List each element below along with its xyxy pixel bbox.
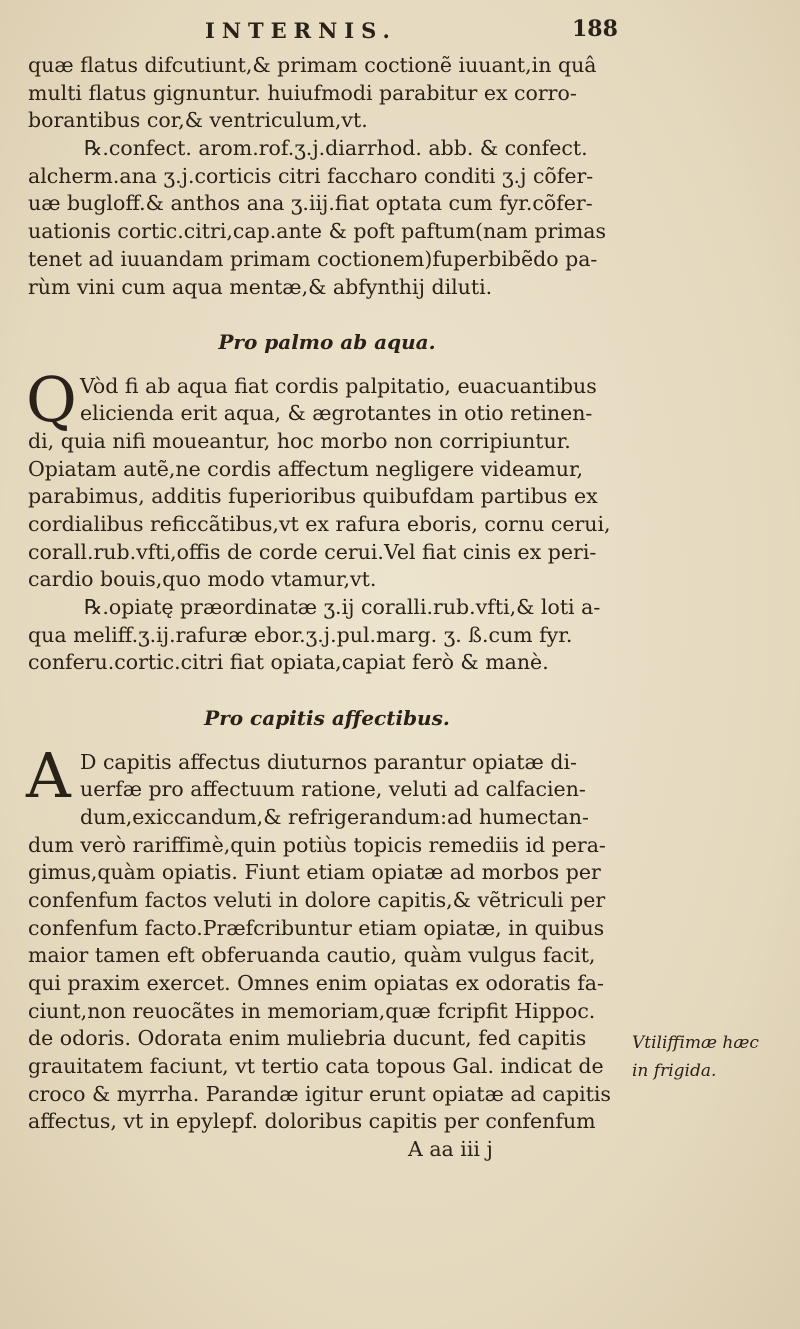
- running-head: INTERNIS.: [205, 18, 397, 43]
- recipe-2: [28, 594, 626, 677]
- text-line: elicienda erit aqua, & ægrotantes in otio retinen-: [80, 401, 593, 426]
- text-line: conferu.cortic.citri fiat opiata,capiat ferò & manè.: [28, 650, 549, 675]
- text-line: ciunt,non reuocãtes in memoriam,quæ fcripfit Hippoc.: [28, 998, 596, 1023]
- recipe-1: [28, 135, 626, 301]
- margin-note: [632, 1030, 759, 1085]
- text-line: gimus,quàm opiatis. Fiunt etiam opiatæ ad morbos per: [28, 860, 601, 885]
- text-line: confenfum factos veluti in dolore capitis,& vẽtriculi per: [28, 887, 606, 912]
- text-line: uæ bugloff.& anthos ana ʒ.iij.fiat optata cum fyr.cõfer-: [28, 191, 593, 216]
- drop-cap: A: [26, 738, 71, 812]
- text-line: tenet ad iuuandam primam coctionem)fuperbibẽdo pa-: [28, 246, 598, 271]
- margin-note-line: in frigida.: [632, 1060, 717, 1081]
- text-line: croco & myrrha. Parandæ igitur erunt opiatæ ad capitis: [28, 1081, 611, 1106]
- text-line: cordialibus reficcãtibus,vt ex rafura eboris, cornu cerui,: [28, 512, 611, 536]
- text-line: qua meliff.ʒ.ij.rafuræ ebor.ʒ.j.pul.marg. ʒ. ß.cum fyr.: [28, 622, 573, 647]
- text-line: Vòd fi ab aqua fiat cordis palpitatio, euacuantibus: [80, 373, 597, 398]
- text-line: qui praxim exercet. Omnes enim opiatas ex odoratis fa-: [28, 971, 604, 995]
- text-line: uerfæ pro affectuum ratione, veluti ad calfacien-: [80, 777, 586, 802]
- text-line: dum verò rariffimè,quin potiùs topicis remediis id pera-: [28, 832, 606, 857]
- text-line: quæ flatus difcutiunt,& primam coctionẽ iuuant,in quâ: [28, 53, 597, 77]
- text-line: alcherm.ana ʒ.j.corticis citri faccharo conditi ʒ.j cõfer-: [28, 163, 594, 188]
- signature-mark: A aa iii j: [408, 1137, 493, 1162]
- main-text: [28, 52, 626, 1164]
- text-line: multi flatus gignuntur. huiufmodi parabitur ex corro-: [28, 80, 577, 105]
- paragraph-1: [28, 52, 626, 135]
- text-line: parabimus, additis fuperioribus quibufdam partibus ex: [28, 484, 598, 509]
- text-line: Opiatam autẽ,ne cordis affectum negligere videamur,: [28, 456, 584, 481]
- text-line: rùm vini cum aqua mentæ,& abfynthij diluti.: [28, 274, 493, 299]
- text-line: corall.rub.vfti,offis de corde cerui.Vel fiat cinis ex peri-: [28, 539, 597, 564]
- paragraph-3: [26, 738, 626, 1137]
- text-line: di, quia nifi moueantur, hoc morbo non corripiuntur.: [28, 428, 571, 453]
- text-line: uationis cortic.citri,cap.ante & poft paftum(nam primas: [28, 219, 606, 244]
- text-line: D capitis affectus diuturnos parantur opiatæ di-: [80, 749, 577, 774]
- paragraph-2: [26, 362, 626, 595]
- text-line: ℞.confect. arom.rof.ʒ.j.diarrhod. abb. & confect.: [84, 136, 588, 161]
- text-line: dum,exiccandum,& refrigerandum:ad humectan-: [80, 804, 589, 829]
- text-line: cardio bouis,quo modo vtamur,vt.: [28, 567, 377, 592]
- text-line: confenfum facto.Præfcribuntur etiam opiatæ, in quibus: [28, 915, 605, 940]
- section-heading-head-ailments: Pro capitis affectibus.: [204, 705, 450, 730]
- text-line: ℞.opiatę præordinatæ ʒ.ij coralli.rub.vfti,& loti a-: [84, 595, 601, 620]
- text-line: borantibus cor,& ventriculum,vt.: [28, 108, 368, 133]
- page-number: 188: [572, 16, 618, 42]
- drop-cap: Q: [26, 362, 77, 436]
- margin-note-line: Vtiliffimæ hæc: [632, 1033, 759, 1053]
- text-line: grauitatem faciunt, vt tertio cata topous Gal. indicat de: [28, 1054, 604, 1079]
- text-line: de odoris. Odorata enim muliebria ducunt, fed capitis: [28, 1026, 587, 1051]
- text-line: affectus, vt in epylepf. doloribus capitis per confenfum: [28, 1109, 596, 1134]
- section-heading-palpitation: Pro palmo ab aqua.: [218, 329, 436, 354]
- text-line: maior tamen eft obferuanda cautio, quàm vulgus facit,: [28, 943, 596, 968]
